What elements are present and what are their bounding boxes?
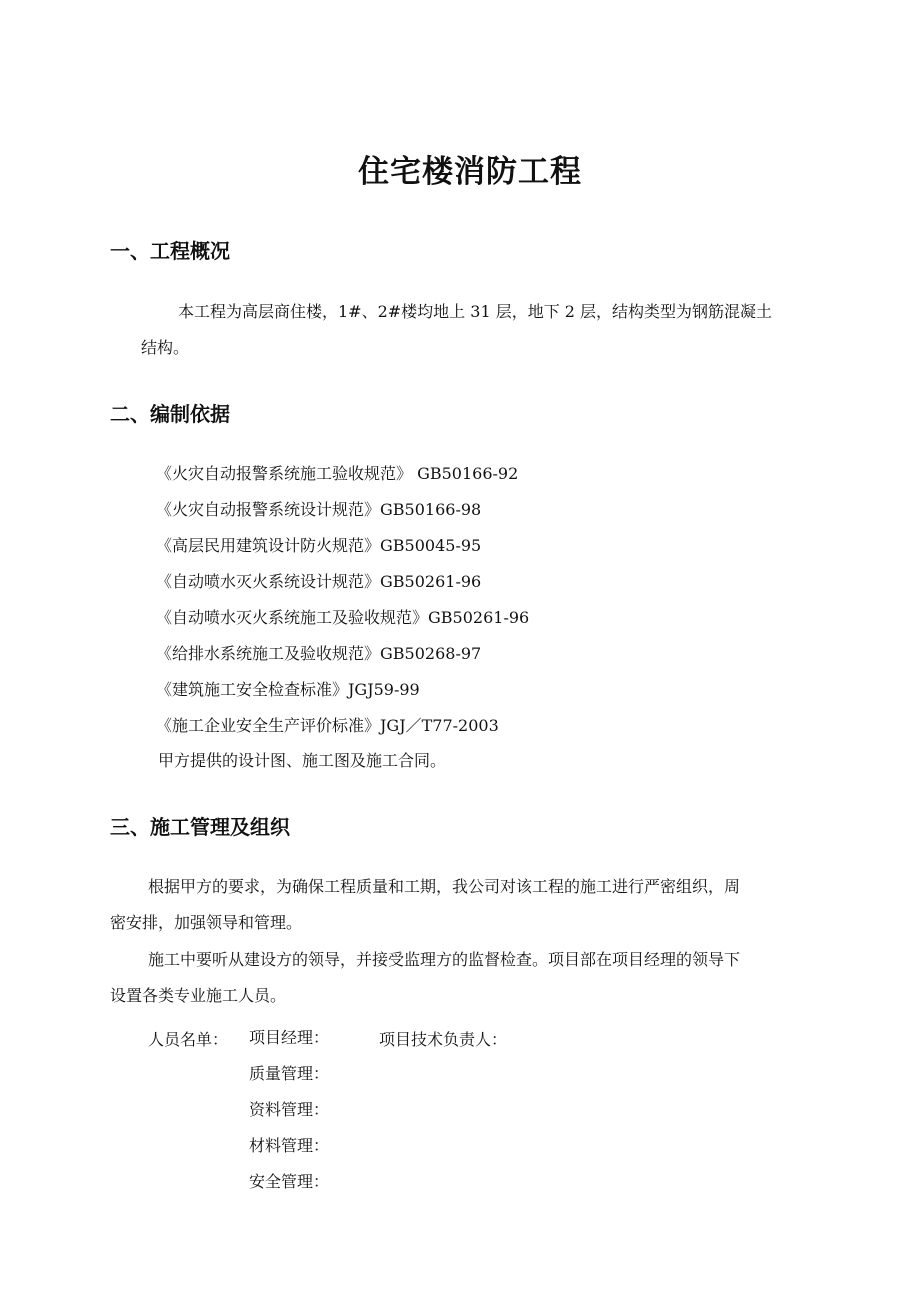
- overview-paragraph-line-2: 结构。: [141, 338, 190, 357]
- staff-role-item: 安全管理：: [249, 1172, 330, 1191]
- staff-role-item: 材料管理：: [249, 1136, 330, 1155]
- section-heading-overview: 一、工程概况: [110, 239, 230, 263]
- staff-list-label: 人员名单：: [148, 1030, 229, 1049]
- reference-list: [156, 463, 529, 751]
- management-para1-line-1: 根据甲方的要求，为确保工程质量和工期，我公司对该工程的施工进行严密组织，周: [148, 877, 741, 896]
- basis-closing-line: 甲方提供的设计图、施工图及施工合同。: [158, 751, 447, 770]
- staff-role-list: [249, 1027, 329, 1207]
- reference-item: 《火灾自动报警系统设计规范》GB50166-98: [156, 500, 482, 519]
- reference-item: 《火灾自动报警系统施工验收规范》 GB50166-92: [156, 464, 519, 483]
- management-para2-line-1: 施工中要听从建设方的领导，并接受监理方的监督检查。项目部在项目经理的领导下: [148, 950, 741, 969]
- reference-item: 《自动喷水灭火系统设计规范》GB50261-96: [156, 572, 482, 591]
- overview-paragraph-line-1: 本工程为高层商住楼，1#、2#楼均地上 31 层，地下 2 层，结构类型为钢筋混凝土: [178, 302, 773, 321]
- reference-item: 《高层民用建筑设计防火规范》GB50045-95: [156, 536, 482, 555]
- reference-item: 《给排水系统施工及验收规范》GB50268-97: [156, 644, 482, 663]
- staff-role-item: 项目经理：: [249, 1028, 330, 1047]
- management-para1-line-2: 密安排，加强领导和管理。: [110, 913, 303, 932]
- document-title: 住宅楼消防工程: [358, 154, 582, 190]
- reference-item: 《自动喷水灭火系统施工及验收规范》GB50261-96: [156, 608, 530, 627]
- staff-role-item: 质量管理：: [249, 1064, 330, 1083]
- staff-role-item: 资料管理：: [249, 1100, 330, 1119]
- reference-item: 《建筑施工安全检查标准》JGJ59-99: [156, 680, 420, 699]
- section-heading-basis: 二、编制依据: [110, 402, 230, 426]
- section-heading-management: 三、施工管理及组织: [110, 815, 290, 839]
- staff-technical-lead: 项目技术负责人：: [379, 1030, 508, 1049]
- management-para2-line-2: 设置各类专业施工人员。: [110, 986, 287, 1005]
- reference-item: 《施工企业安全生产评价标准》JGJ／T77-2003: [156, 716, 499, 735]
